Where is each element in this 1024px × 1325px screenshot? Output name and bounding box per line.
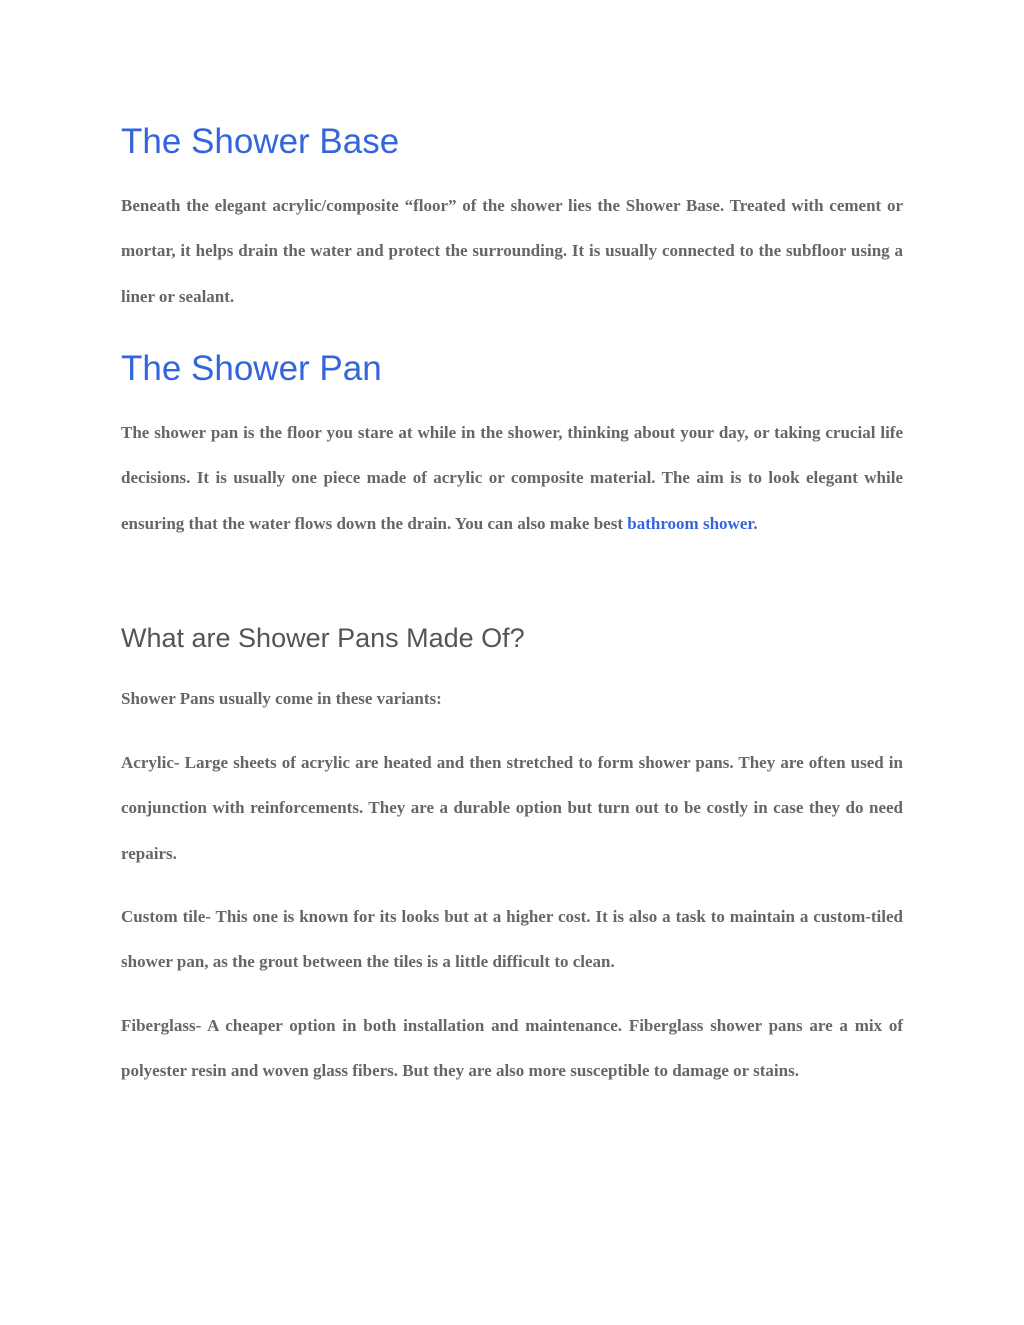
paragraph-custom-tile: Custom tile- This one is known for its looks but at a higher cost. It is also a task to maintain a custom-tiled shower pan, as the grout between the tiles is a little difficult to clean. — [121, 907, 903, 972]
bathroom-shower-link[interactable]: bathroom shower — [627, 513, 754, 533]
heading-pans-made-of: What are Shower Pans Made Of? — [121, 623, 525, 653]
paragraph-fiberglass: Fiberglass- A cheaper option in both installation and maintenance. Fiberglass shower pans are a mix of polyester resin and woven glass fibers. But they are also more susceptible to damage or stains. — [121, 1016, 903, 1081]
paragraph-shower-pan-end: . — [753, 513, 758, 533]
paragraph-variants-intro: Shower Pans usually come in these variants: — [121, 689, 442, 708]
paragraph-shower-base: Beneath the elegant acrylic/composite “floor” of the shower lies the Shower Base. Treated with cement or mortar, it helps drain the water and protect the surrounding. It is usually connected to the subfloor using a liner or sealant. — [121, 196, 903, 306]
heading-shower-base: The Shower Base — [121, 122, 400, 161]
paragraph-acrylic: Acrylic- Large sheets of acrylic are heated and then stretched to form shower pans. They are often used in conjunction with reinforcements. They are a durable option but turn out to be costly in case they do need repairs. — [121, 753, 903, 863]
paragraph-shower-pan — [121, 410, 903, 546]
heading-shower-pan: The Shower Pan — [121, 349, 382, 388]
paragraph-shower-pan-text: The shower pan is the floor you stare at while in the shower, thinking about your day, or taking crucial life decisions. It is usually one piece made of acrylic or composite material. The aim is to look elegant while ensuring that the water flows down the drain. You can also make best — [121, 423, 903, 533]
